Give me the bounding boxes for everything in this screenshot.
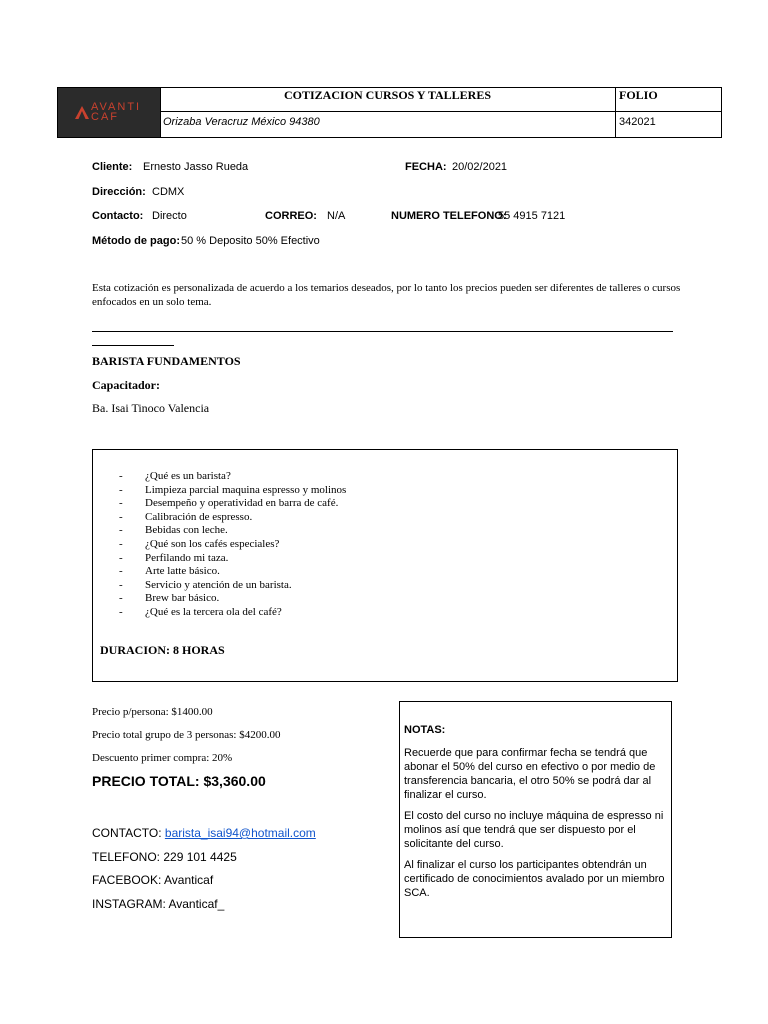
notes-paragraph-1: Recuerde que para confirmar fecha se tendrá que abonar el 50% del curso en efectivo o por medio de transferencia bancaria, el otro 50% se podrá dar al finalizar el curso. xyxy=(404,747,656,801)
telefono-value: 55 4915 7121 xyxy=(498,210,566,222)
list-item: - Limpieza parcial maquina espresso y molinos xyxy=(119,483,347,496)
notes-paragraph-2: El costo del curso no incluye máquina de espresso ni molinos así que tendrá que ser dispuesto por el solicitante del curso. xyxy=(404,810,664,850)
logo-text: AVANTI CAF xyxy=(91,101,142,123)
direccion-value: CDMX xyxy=(152,186,185,198)
header-table xyxy=(57,87,722,138)
telefono-label: NUMERO TELEFONO: xyxy=(391,210,507,222)
cliente-label: Cliente: xyxy=(92,161,133,173)
fecha-label: FECHA: xyxy=(405,161,447,173)
list-item: - ¿Qué es la tercera ola del café? xyxy=(119,605,282,618)
price-total: PRECIO TOTAL: $3,360.00 xyxy=(92,773,266,789)
divider-long xyxy=(92,331,673,332)
capacitador-name: Ba. Isai Tinoco Valencia xyxy=(92,401,210,415)
list-item: - Brew bar básico. xyxy=(119,592,220,605)
list-item: - Perfilando mi taza. xyxy=(119,551,229,564)
list-item: - Bebidas con leche. xyxy=(119,524,228,537)
contacto-value: Directo xyxy=(152,210,187,222)
price-discount: Descuento primer compra: 20% xyxy=(92,752,233,764)
document-title: COTIZACION CURSOS Y TALLERES xyxy=(160,88,616,112)
logo-triangle-icon xyxy=(75,106,89,119)
company-logo xyxy=(58,88,161,137)
topics-list xyxy=(119,470,346,620)
list-item: - Arte latte básico. xyxy=(119,565,220,578)
pago-label: Método de pago: xyxy=(92,235,180,247)
cliente-value: Ernesto Jasso Rueda xyxy=(143,161,249,173)
capacitador-label: Capacitador: xyxy=(92,378,160,392)
list-item: - ¿Qué es un barista? xyxy=(119,470,231,482)
list-item: - Servicio y atención de un barista. xyxy=(119,578,292,591)
course-duration: DURACION: 8 HORAS xyxy=(100,643,225,657)
divider-short xyxy=(92,345,174,346)
notes-box xyxy=(399,701,672,938)
folio-label: FOLIO xyxy=(616,88,721,112)
list-item: - ¿Qué son los cafés especiales? xyxy=(119,537,280,550)
notes-paragraph-3: Al finalizar el curso los participantes obtendrán un certificado de conocimientos avalado por un miembro SCA. xyxy=(404,859,665,899)
fecha-value: 20/02/2021 xyxy=(452,161,508,173)
price-group-total: Precio total grupo de 3 personas: $4200.00 xyxy=(92,729,281,741)
company-address: Orizaba Veracruz México 94380 xyxy=(160,112,616,137)
intro-paragraph: Esta cotización es personalizada de acuerdo a los temarios deseados, por lo tanto los precios pueden ser diferentes de talleres o cursos enfocados en un solo tema. xyxy=(92,282,681,308)
email-link[interactable]: barista_isai94@hotmail.com xyxy=(164,826,316,840)
contact-instagram: INSTAGRAM: Avanticaf_ xyxy=(92,897,225,911)
correo-label: CORREO: xyxy=(265,210,317,222)
direccion-label: Dirección: xyxy=(92,186,146,198)
list-item: - Calibración de espresso. xyxy=(119,510,253,523)
pago-value: 50 % Deposito 50% Efectivo xyxy=(181,235,320,247)
notes-title: NOTAS: xyxy=(404,724,446,736)
price-per-person: Precio p/persona: $1400.00 xyxy=(92,706,213,718)
contact-email-line: CONTACTO: barista_isai94@hotmail.com xyxy=(92,826,316,840)
course-title: BARISTA FUNDAMENTOS xyxy=(92,354,241,368)
contacto-label: Contacto: xyxy=(92,210,144,222)
folio-number: 342021 xyxy=(619,116,656,128)
correo-value: N/A xyxy=(327,210,346,222)
topics-box xyxy=(92,449,678,682)
contact-phone: TELEFONO: 229 101 4425 xyxy=(92,850,237,864)
list-item: - Desempeño y operatividad en barra de café. xyxy=(119,497,339,510)
contact-facebook: FACEBOOK: Avanticaf xyxy=(92,873,214,887)
